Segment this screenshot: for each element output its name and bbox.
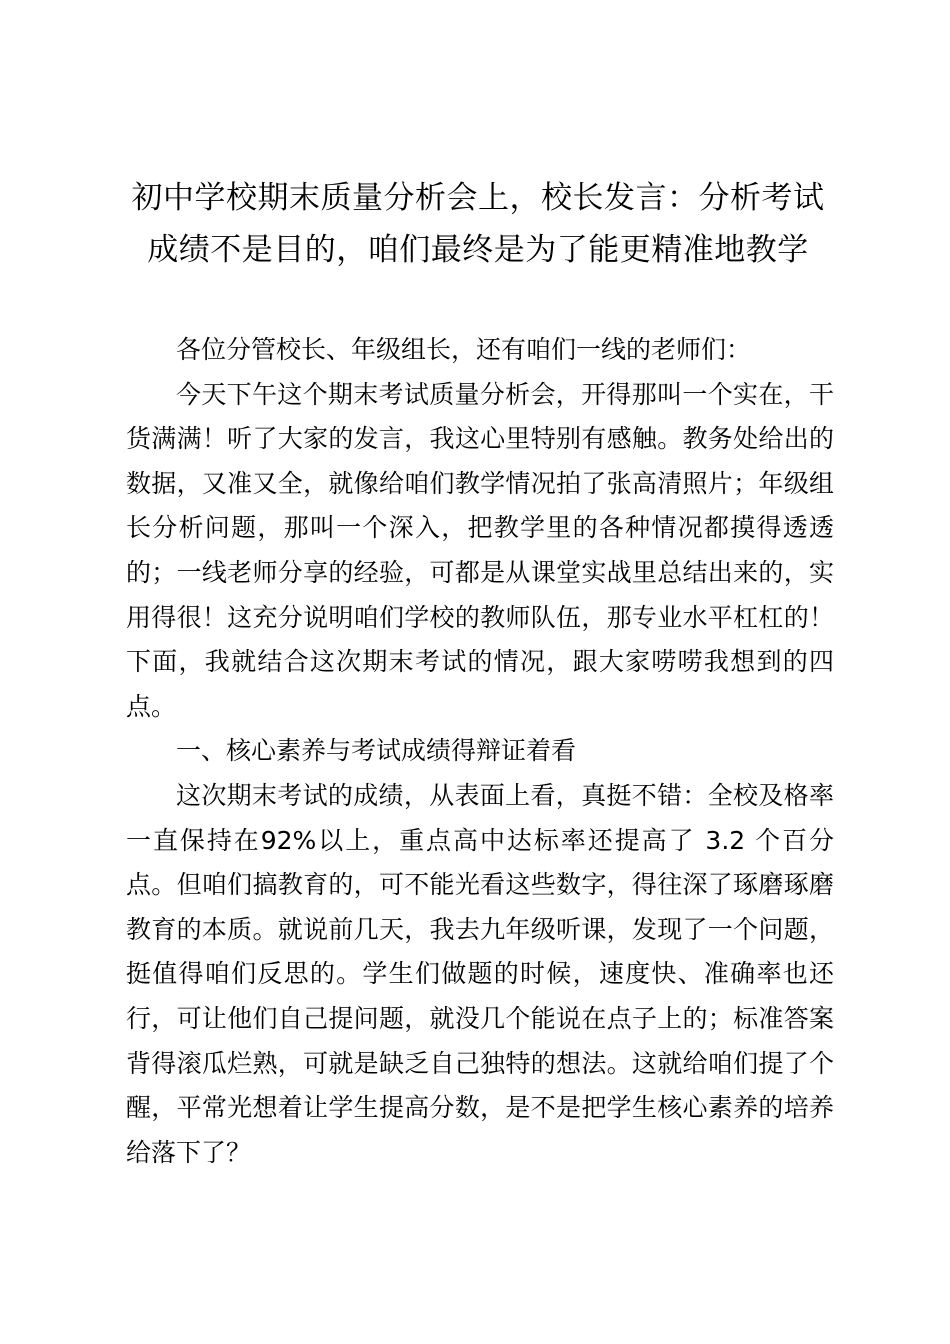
section-heading: 一、核心素养与考试成绩得辩证着看 (176, 736, 577, 766)
salutation-paragraph: 各位分管校长、年级组长，还有咱们一线的老师们： (176, 335, 752, 364)
document-body (126, 328, 834, 1175)
intro-paragraph: 今天下午这个期末考试质量分析会，开得那叫一个实在，干货满满！听了大家的发言，我这心里特别有感触。教务处给出的数据，又准又全，就像给咱们教学情况拍了张高清照片；年级组长分析问题，那叫一个深入，把教学里的各种情况都摸得透透的；一线老师分享的经验，可都是从课堂实战里总结出来的，实用得很！这充分说明咱们学校的教师队伍，那专业水平杠杠的！下面，我就结合这次期末考试的情况，跟大家唠唠我想到的四点。 (126, 379, 834, 721)
section-paragraph: 这次期末考试的成绩，从表面上看，真挺不错：全校及格率一直保持在92%以上，重点高中达标率还提高了 3.2 个百分点。但咱们搞教育的，可不能光看这些数字，得往深了琢磨琢磨教育的本质。就说前几天，我去九年级听课，发现了一个问题，挺值得咱们反思的。学生们做题的时候，速度快、准确率也还行，可让他们自己提问题，就没几个能说在点子上的；标准答案背得滚瓜烂熟，可就是缺乏自己独特的想法。这就给咱们提了个醒，平常光想着让学生提高分数，是不是把学生核心素养的培养给落下了？ (126, 780, 834, 1167)
document-title: 初中学校期末质量分析会上，校长发言：分析考试成绩不是目的，咱们最终是为了能更精准地教学 (131, 180, 825, 268)
